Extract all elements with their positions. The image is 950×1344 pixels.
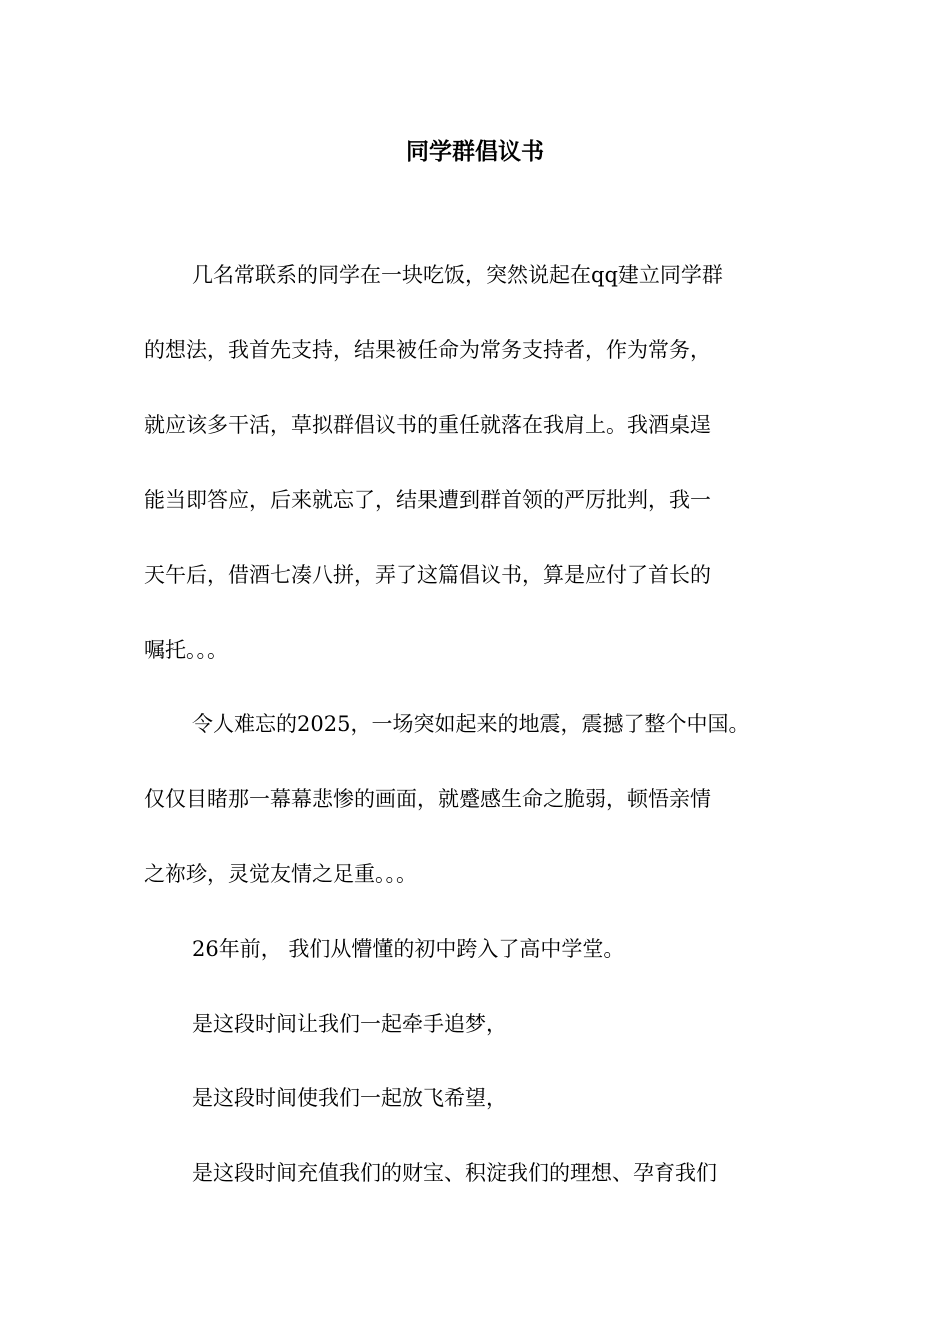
- paragraph-line: 就应该多干活，草拟群倡议书的重任就落在我肩上。我酒桌逞: [144, 413, 711, 437]
- paragraph-line: 是这段时间让我们一起牵手追梦，: [192, 1012, 507, 1036]
- paragraph-line: 能当即答应，后来就忘了，结果遭到群首领的严厉批判，我一: [144, 488, 711, 512]
- paragraph-line: 之祢珍，灵觉友情之足重。。。: [144, 862, 417, 886]
- paragraph-line: 的想法，我首先支持，结果被任命为常务支持者，作为常务，: [144, 338, 711, 362]
- paragraph-line: 仅仅目睹那一幕幕悲惨的画面，就蹙感生命之脆弱，顿悟亲情: [144, 787, 711, 811]
- paragraph-line: 嘱托。。。: [144, 638, 228, 662]
- paragraph-line: 是这段时间充值我们的财宝、积淀我们的理想、孕育我们: [192, 1161, 717, 1185]
- paragraph-line: 令人难忘的2025，一场突如起来的地震，震撼了整个中国。: [192, 712, 750, 736]
- paragraph-line: 26年前， 我们从懵懂的初中跨入了高中学堂。: [192, 937, 625, 961]
- paragraph-line: 几名常联系的同学在一块吃饭，突然说起在qq建立同学群: [192, 263, 723, 287]
- paragraph-line: 天午后，借酒七凑八拼，弄了这篇倡议书，算是应付了首长的: [144, 563, 711, 587]
- paragraph-line: 是这段时间使我们一起放飞希望，: [192, 1086, 507, 1110]
- document-title: 同学群倡议书: [406, 138, 544, 165]
